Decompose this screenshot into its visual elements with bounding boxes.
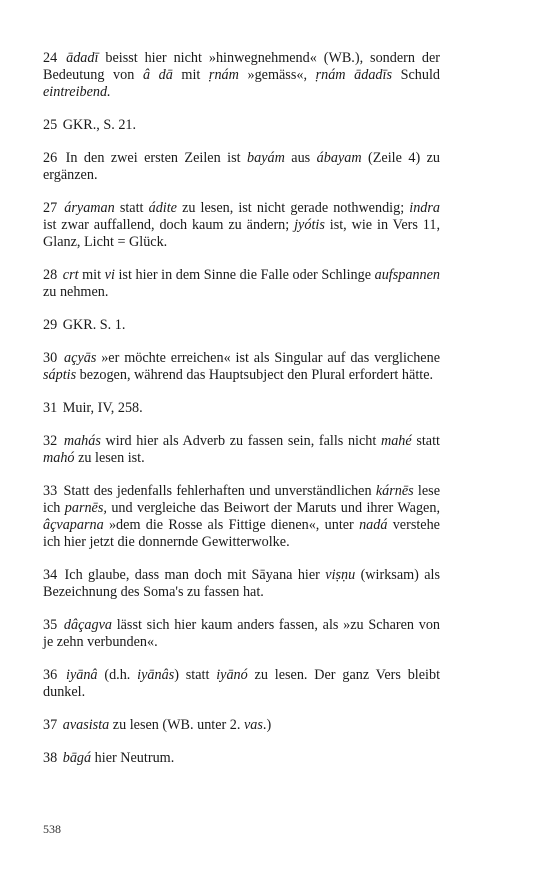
footnote-34 bbox=[43, 567, 440, 601]
footnote-text: GKR., S. 21. bbox=[62, 117, 137, 133]
page-number: 538 bbox=[43, 822, 61, 836]
footnote-text: hier Neutrum. bbox=[91, 750, 175, 766]
italic-term: eintreibend. bbox=[43, 84, 111, 100]
footnote-text: zu nehmen. bbox=[43, 284, 109, 300]
italic-term: avasista bbox=[62, 717, 110, 733]
footnote-text: ) statt bbox=[174, 667, 217, 683]
footnote-28 bbox=[43, 267, 440, 301]
italic-term: crt bbox=[62, 267, 79, 283]
italic-term: áryaman bbox=[64, 200, 115, 216]
footnote-text: »er möchte erreichen« ist als Singular auf das verglichene bbox=[96, 350, 440, 366]
footnote-26 bbox=[43, 150, 440, 184]
italic-term: mahé bbox=[380, 433, 412, 449]
italic-term: açyās bbox=[64, 350, 97, 366]
footnote-27 bbox=[43, 200, 440, 251]
italic-term: nadá bbox=[359, 517, 388, 533]
footnote-text: zu lesen. Der ganz Vers bleibt dunkel. bbox=[43, 667, 441, 700]
footnote-text: beisst hier nicht »hinwegnehmend« (WB.), sondern der Bedeutung von bbox=[43, 50, 440, 83]
italic-term: kárnēs bbox=[375, 483, 414, 499]
italic-term: bāgá bbox=[62, 750, 92, 766]
italic-term: mahó bbox=[43, 450, 75, 466]
footnote-33 bbox=[43, 483, 440, 551]
italic-term: parnēs, bbox=[64, 500, 107, 516]
footnote-text: ist hier in dem Sinne die Falle oder Schlinge bbox=[114, 267, 375, 283]
footnote-text: ist zwar auffallend, doch kaum zu ändern; bbox=[43, 217, 295, 233]
footnote-text: GKR. S. 1. bbox=[62, 317, 126, 333]
footnote-text: mit bbox=[78, 267, 105, 283]
footnote-number: 30 bbox=[43, 350, 58, 366]
footnote-text: verstehe ich hier jetzt die donnernde Gewitterwolke. bbox=[43, 517, 440, 550]
footnote-text: »dem die Rosse als Fittige dienen«, unter bbox=[103, 517, 360, 533]
footnote-number: 24 bbox=[43, 50, 58, 66]
footnote-text: (wirksam) als Bezeichnung des Soma's zu fassen hat. bbox=[43, 567, 440, 600]
italic-term: ṛnám ādadīs bbox=[315, 67, 392, 83]
footnote-text: Schuld bbox=[391, 67, 440, 83]
footnote-text: und vergleiche das Beiwort der Maruts und ihrer Wagen, bbox=[106, 500, 440, 516]
footnote-text: lese ich bbox=[43, 483, 440, 516]
italic-term: ādadī bbox=[66, 50, 99, 66]
footnote-29 bbox=[43, 317, 440, 334]
footnote-text: Ich glaube, dass man doch mit Sāyana hier bbox=[64, 567, 326, 583]
footnote-text: zu lesen, ist nicht gerade nothwendig; bbox=[176, 200, 410, 216]
italic-term: jyótis bbox=[294, 217, 325, 233]
italic-term: sáptis bbox=[43, 367, 77, 383]
footnote-text: zu lesen ist. bbox=[74, 450, 145, 466]
footnote-text: lässt sich hier kaum anders fassen, als »zu Scharen von je zehn verbunden«. bbox=[43, 617, 441, 650]
footnote-text: Muir, IV, 258. bbox=[62, 400, 143, 416]
footnote-30 bbox=[43, 350, 440, 384]
footnote-text: bezogen, während das Hauptsubject den Plural erfordert hätte. bbox=[76, 367, 434, 383]
italic-term: â dā bbox=[142, 67, 173, 83]
footnote-31 bbox=[43, 400, 440, 417]
italic-term: aufspannen bbox=[374, 267, 441, 283]
italic-term: âçvaparna bbox=[43, 517, 104, 533]
footnote-number: 35 bbox=[43, 617, 58, 633]
footnote-text: statt bbox=[411, 433, 440, 449]
footnote-number: 28 bbox=[43, 267, 58, 283]
footnote-number: 34 bbox=[43, 567, 58, 583]
footnote-text: (d.h. bbox=[97, 667, 138, 683]
footnote-number: 27 bbox=[43, 200, 58, 216]
italic-term: iyānâ bbox=[66, 667, 98, 683]
footnote-text: »gemäss«, bbox=[238, 67, 316, 83]
footnote-text: statt bbox=[114, 200, 149, 216]
footnote-number: 38 bbox=[43, 750, 58, 766]
italic-term: bayám bbox=[247, 150, 285, 166]
footnote-32 bbox=[43, 433, 440, 467]
footnote-number: 31 bbox=[43, 400, 58, 416]
italic-term: iyānâs bbox=[137, 667, 175, 683]
footnote-25 bbox=[43, 117, 440, 134]
italic-term: vi bbox=[104, 267, 115, 283]
italic-term: dâçagva bbox=[63, 617, 112, 633]
italic-term: ṛnám bbox=[208, 67, 239, 83]
footnote-number: 32 bbox=[43, 433, 58, 449]
footnote-36 bbox=[43, 667, 440, 701]
footnote-37 bbox=[43, 717, 440, 734]
footnote-number: 25 bbox=[43, 117, 58, 133]
italic-term: mahás bbox=[63, 433, 101, 449]
footnote-number: 26 bbox=[43, 150, 58, 166]
footnote-text: In den zwei ersten Zeilen ist bbox=[65, 150, 247, 166]
italic-term: indra bbox=[409, 200, 440, 216]
footnote-text: wird hier als Adverb zu fassen sein, falls nicht bbox=[100, 433, 381, 449]
italic-term: vas bbox=[244, 717, 263, 733]
footnote-text: (Zeile 4) zu ergänzen. bbox=[43, 150, 441, 183]
italic-term: iyānó bbox=[216, 667, 248, 683]
footnote-number: 37 bbox=[43, 717, 58, 733]
footnote-text: aus bbox=[284, 150, 317, 166]
footnote-text: mit bbox=[172, 67, 209, 83]
footnote-text: .) bbox=[262, 717, 272, 733]
footnotes-column bbox=[43, 50, 440, 783]
footnote-number: 29 bbox=[43, 317, 58, 333]
footnote-text: Statt des jedenfalls fehlerhaften und unverständlichen bbox=[63, 483, 376, 499]
italic-term: viṣṇu bbox=[325, 567, 356, 583]
footnote-number: 33 bbox=[43, 483, 58, 499]
footnote-24 bbox=[43, 50, 440, 101]
italic-term: ádite bbox=[148, 200, 177, 216]
footnote-number: 36 bbox=[43, 667, 58, 683]
footnote-38 bbox=[43, 750, 440, 767]
footnote-35 bbox=[43, 617, 440, 651]
footnote-text: ist, wie in Vers 11, Glanz, Licht = Glück. bbox=[43, 217, 441, 250]
footnote-text: zu lesen (WB. unter 2. bbox=[109, 717, 244, 733]
italic-term: ábayam bbox=[316, 150, 362, 166]
